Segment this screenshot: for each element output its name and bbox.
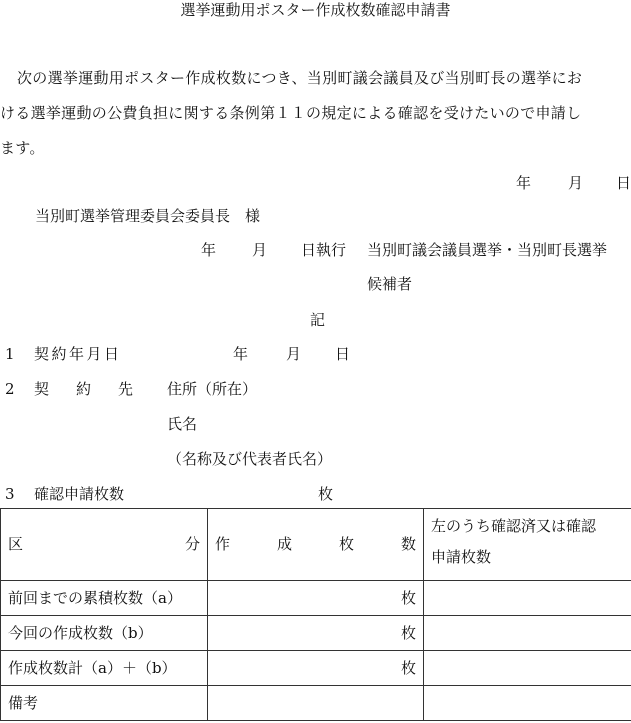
name-label: 氏名 [167, 415, 198, 433]
item3-unit: 枚 [318, 485, 334, 503]
item1-day: 日 [335, 345, 351, 363]
item1-label: 契約年月日 [34, 345, 122, 363]
header-count-char-1: 作 [215, 535, 231, 553]
election-name: 当別町議会議員選挙・当別町長選挙 [367, 241, 608, 259]
header-category [1, 509, 208, 581]
header-count [208, 509, 424, 581]
date-day: 日 [616, 174, 631, 192]
date-year: 年 [516, 174, 532, 192]
header-count-char-3: 枚 [338, 535, 354, 553]
election-day-held: 日執行 [301, 241, 347, 259]
table-row [1, 581, 631, 616]
count-table [0, 508, 631, 721]
row-count-unit: 枚 [208, 581, 424, 616]
remarks-confirmed-cell [424, 686, 631, 721]
election-month: 月 [252, 241, 268, 259]
item1-month: 月 [286, 345, 302, 363]
row-confirmed-cell [424, 651, 631, 686]
ki-heading: 記 [310, 311, 326, 329]
item1-year: 年 [233, 345, 249, 363]
item1-number: 1 [5, 345, 15, 363]
document-title: 選挙運動用ポスター作成枚数確認申請書 [180, 1, 451, 19]
table-header-row [1, 509, 631, 581]
item2-number: 2 [5, 380, 15, 398]
candidate-label: 候補者 [367, 275, 413, 293]
name-note: （名称及び代表者氏名） [167, 450, 333, 468]
row-count-unit: 枚 [208, 651, 424, 686]
addressee: 当別町選挙管理委員会委員長 様 [35, 207, 261, 225]
election-year: 年 [201, 241, 217, 259]
body-text-line-2: ける選挙運動の公費負担に関する条例第１１の規定による確認を受けたいので申請し [0, 104, 582, 122]
remarks-count-cell [208, 686, 424, 721]
row-label: 前回までの累積枚数（a） [1, 581, 208, 616]
row-count-unit: 枚 [208, 616, 424, 651]
header-confirmed-line-2: 申請枚数 [431, 548, 492, 566]
row-confirmed-cell [424, 616, 631, 651]
date-month: 月 [568, 174, 584, 192]
header-category-char-2: 分 [184, 535, 200, 553]
table-row [1, 616, 631, 651]
item2-label-char-1: 契 [34, 380, 50, 398]
row-label: 今回の作成枚数（b） [1, 616, 208, 651]
header-count-char-4: 数 [400, 535, 416, 553]
table-row-remarks [1, 686, 631, 721]
item2-label-char-3: 先 [118, 380, 134, 398]
address-label: 住所（所在） [167, 380, 258, 398]
remarks-label: 備考 [1, 686, 208, 721]
header-count-char-2: 成 [276, 535, 292, 553]
header-confirmed-line-1: 左のうち確認済又は確認 [431, 517, 597, 535]
item2-label-char-2: 約 [76, 380, 92, 398]
body-text-line-1: 次の選挙運動用ポスター作成枚数につき、当別町議会議員及び当別町長の選挙にお [17, 69, 583, 87]
header-confirmed [424, 509, 631, 581]
row-label: 作成枚数計（a）＋（b） [1, 651, 208, 686]
item3-label: 確認申請枚数 [34, 485, 125, 503]
body-text-line-3: ます。 [0, 139, 45, 157]
row-confirmed-cell [424, 581, 631, 616]
header-category-char-1: 区 [8, 535, 24, 553]
item3-number: 3 [5, 485, 15, 503]
table-row [1, 651, 631, 686]
